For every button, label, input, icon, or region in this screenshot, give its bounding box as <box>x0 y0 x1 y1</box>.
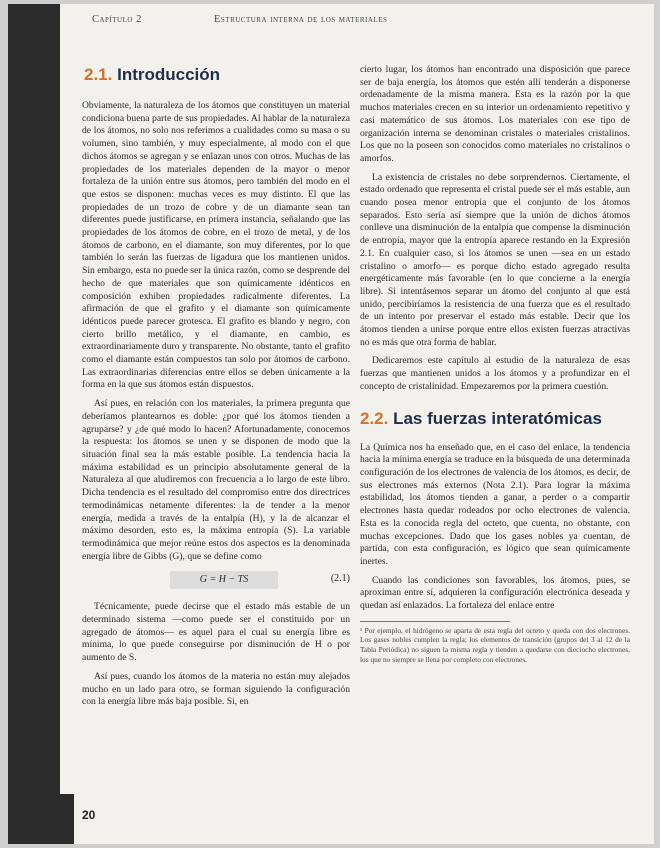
section-title: Introducción <box>117 65 221 84</box>
right-column <box>360 64 630 664</box>
header-title: Estructura interna de los materiales <box>214 14 388 25</box>
section-title: Las fuerzas interatómicas <box>393 408 602 428</box>
running-header <box>86 14 646 34</box>
page-edge-tab <box>60 794 74 844</box>
paragraph: Obviamente, la naturaleza de los átomos que constituyen un material condiciona buena parte de sus propiedades. Al hablar de la naturaleza de los átomos, no solo nos referimos a cualidades como su masa o su volumen, sino también, y muy especialmente, al modo con el que dichos átomos se agregan y se enlazan unos con otros. Muchas de las propiedades de los materiales dependen de la mayor o menor fortaleza de la unión entre sus átomos, pero también del modo en el que estos se disponen: muchas veces es muy distinto. El que las propiedades de un trozo de cobre y de un diamante sean tan diferentes puede justificarse, en primera instancia, señalando que las propiedades de los átomos de cobre, en el trozo de metal, y de los átomos de carbono, en el diamante, son muy diferentes, por lo que también lo serán las fuerzas de ligadura que los mantienen unidos. Sin embargo, esta no puede ser la única razón, como se desprende del hecho de que materiales que son químicamente idénticos en composición exhiben propiedades radicalmente diferentes. La afirmación de que el grafito y el diamante son químicamente idénticos puede parecer grotesca. El grafito es blando y negro, con cierto brillo metálico, y el diamante, en cambio, es extraordinariamente duro y transparente. No obstante, tanto el grafito como el diamante están compuestos tan solo por átomos de carbono. Las extraordinarias diferencias entre ellos se deben únicamente a la forma en la que sus átomos están dispuestos. <box>82 100 350 391</box>
paragraph: Técnicamente, puede decirse que el estado más estable de un determinado sistema —como puede ser el constituido por un agregado de átomos— es aquel para el cual su energía libre es mínima, lo que puede conseguirse por disminución de H o por aumento de S. <box>82 601 350 664</box>
page-edge-bar <box>8 4 60 844</box>
footnote: ¹ Por ejemplo, el hidrógeno se aparta de esta regla del octeto y queda con dos electrones. Los gases nobles cumplen la regla; los elementos de transición (grupos del 3 al 12 de la Tabla Periódica) no siguen la misma regla y tienden a quedarse con dieciocho electrones, los que no siempre se llena por completo con electrones. <box>360 625 630 664</box>
equation-number: (2.1) <box>330 573 350 585</box>
section-number: 2.1. <box>84 65 113 84</box>
left-column <box>82 64 350 715</box>
paragraph: Así pues, cuando los átomos de la materia no están muy alejados mucho en un lado para otro, se forman siguiendo la configuración con la energía libre más baja posible. Si, en <box>82 670 350 708</box>
paragraph: Dedicaremos este capítulo al estudio de la naturaleza de esas fuerzas que mantienen unidos a los átomos y a profundizar en el concepto de cristalinidad. Empezaremos por la primera cuestión. <box>360 355 630 392</box>
footnote-divider <box>360 621 510 622</box>
paragraph: La existencia de cristales no debe sorprendernos. Ciertamente, el estado ordenado que representa el cristal puede ser el más estable, aun cuando posea menor entropía que el conjunto de los átomos separados. Esto sería así siempre que la unión de dichos átomos conlleve una disminución de la entalpía que compense la disminución de entropía, mayor que la entropía aparece restando en la Expresión 2.1. En cualquier caso, si los átomos se unen —sea en un estado cristalino o amorfo— es porque dicho estado agregado resulta energéticamente más favorable (en lo que concierne a la energía libre). Si intentásemos separar un átomo del conjunto al que está unido, percibiríamos la resistencia de una fuerza que es el resultado de un intento por preservar el estado más estable. Decir que los átomos tienden a unirse porque entre ellos existen fuerzas atractivas no es más que otra forma de hablar. <box>360 171 630 348</box>
paragraph: La Química nos ha enseñado que, en el caso del enlace, la tendencia hacia la mínima energía se traduce en la búsqueda de una determinada configuración de los electrones de valencia de los átomos, es decir, de sus electrones más externos (Nota 2.1). Para lograr la máxima estabilidad, los átomos tienden a ganar, a perder o a compartir electrones hasta quedar rodeados por ocho electrones de valencia. Esta es la conocida regla del octeto, que cuenta, no obstante, con muchas excepciones. Dado que los gases nobles ya cuentan, de partida, con esta configuración, es lógico que sean químicamente inertes. <box>360 441 630 567</box>
paragraph: cierto lugar, los átomos han encontrado una disposición que parece ser de baja energía, los átomos que estén allí tenderán a disponerse ordenadamente de la misma manera. Esta es la razón por la que muchos materiales crecen en su interior un ordenamiento repetitivo y casi matemático de sus átomos. Los materiales con ese tipo de organización interna se denominan cristales o materiales cristalinos. Los que no la poseen son conocidos como materiales no cristalinos o amorfos. <box>360 64 630 164</box>
section-heading-introduccion <box>84 64 350 86</box>
equation: G = H − TS <box>170 571 278 589</box>
section-heading-fuerzas <box>360 408 630 430</box>
section-number: 2.2. <box>360 408 389 428</box>
page-number: 20 <box>82 808 96 822</box>
paragraph: Cuando las condiciones son favorables, los átomos, pues, se aproximan entre sí, adquieren la configuración electrónica deseada y quedan así enlazados. La fortaleza del enlace entre <box>360 574 630 612</box>
header-chapter: Capítulo 2 <box>92 14 142 25</box>
paragraph: Así pues, en relación con los materiales, la primera pregunta que deberíamos plantearnos es doble: ¿por qué los átomos tienden a agruparse? y ¿de qué modo lo hacen? Afortunadamente, conocemos la respuesta: los átomos se unen y se disponen de modo que la situación final sea la más estable posible. La tendencia hacia la máxima estabilidad es un principio absolutamente general de la Naturaleza al que aludiremos con frecuencia a lo largo de este libro. Dicha tendencia es el resultado del compromiso entre dos directrices termodinámicas netamente diferentes: la de tender a la menor energía, medida a través de la entalpía (H), y la de alcanzar el máximo desorden, esto es, la máxima entropía (S). La variable termodinámica que mejor reúne estos dos aspectos es la denominada energía libre de Gibbs (G), que se define como <box>82 398 350 562</box>
equation-block <box>82 569 350 593</box>
